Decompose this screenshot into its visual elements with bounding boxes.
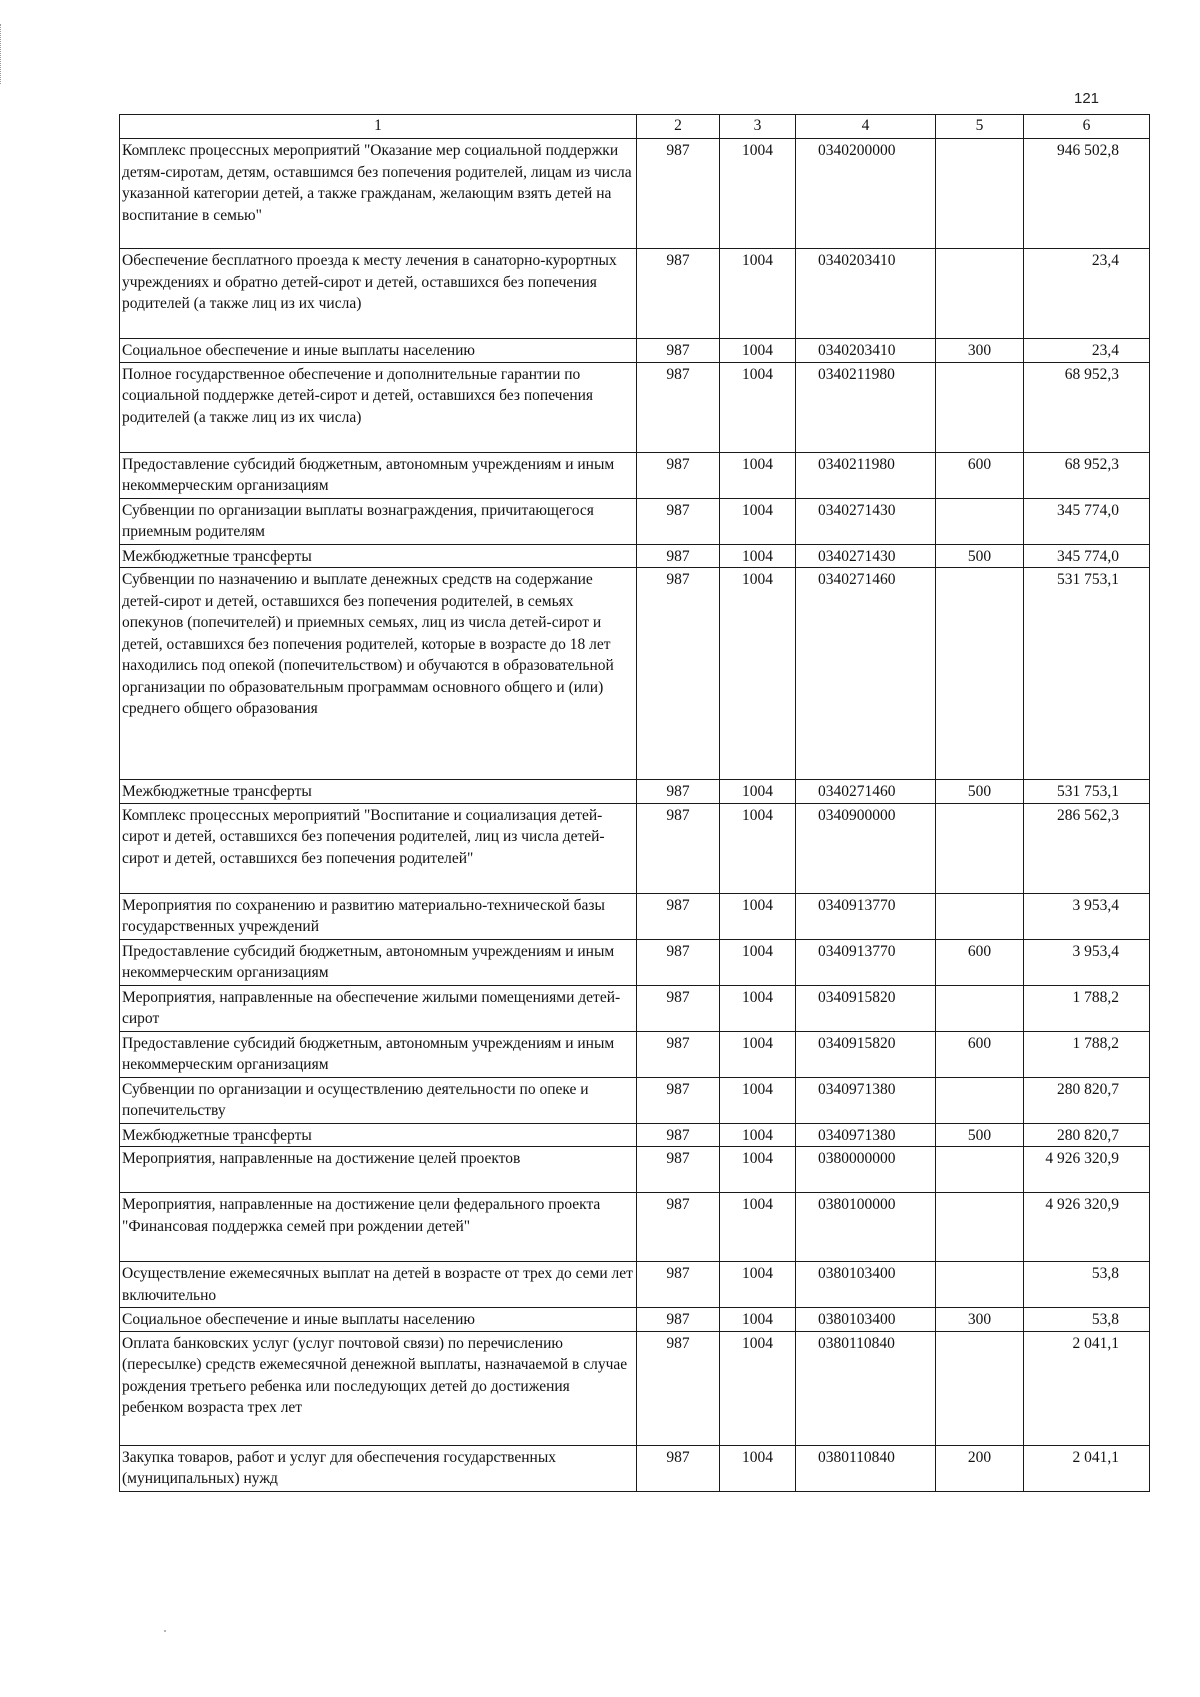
row-target-code: 0340203410 <box>796 249 936 339</box>
row-ministry-code: 987 <box>637 1147 720 1193</box>
row-name: Мероприятия, направленные на достижение цели федерального проекта "Финансовая поддержка семей при рождении детей" <box>120 1193 637 1262</box>
row-target-code: 0340913770 <box>796 893 936 939</box>
row-section-code: 1004 <box>720 1262 796 1308</box>
table-row <box>120 544 1150 568</box>
row-ministry-code: 987 <box>637 939 720 985</box>
table-row <box>120 985 1150 1031</box>
row-ministry-code: 987 <box>637 1445 720 1491</box>
row-section-code: 1004 <box>720 1123 796 1147</box>
row-section-code: 1004 <box>720 803 796 893</box>
row-ministry-code: 987 <box>637 362 720 452</box>
row-ministry-code: 987 <box>637 1077 720 1123</box>
row-amount: 53,8 <box>1024 1308 1150 1332</box>
table-row <box>120 139 1150 249</box>
table-row <box>120 339 1150 363</box>
row-target-code: 0380100000 <box>796 1193 936 1262</box>
row-ministry-code: 987 <box>637 339 720 363</box>
table-row <box>120 893 1150 939</box>
row-section-code: 1004 <box>720 893 796 939</box>
row-section-code: 1004 <box>720 780 796 804</box>
row-target-code: 0380103400 <box>796 1262 936 1308</box>
row-target-code: 0340971380 <box>796 1123 936 1147</box>
row-section-code: 1004 <box>720 1147 796 1193</box>
row-expense-type <box>936 568 1024 780</box>
row-expense-type <box>936 1147 1024 1193</box>
row-expense-type: 600 <box>936 452 1024 498</box>
row-amount: 53,8 <box>1024 1262 1150 1308</box>
row-name: Комплекс процессных мероприятий "Воспитание и социализация детей-сирот и детей, оставшихся без попечения родителей, лиц из числа детей-сирот и детей, оставшихся без попечения родителей" <box>120 803 637 893</box>
row-target-code: 0380000000 <box>796 1147 936 1193</box>
row-amount: 280 820,7 <box>1024 1077 1150 1123</box>
row-target-code: 0340203410 <box>796 339 936 363</box>
row-ministry-code: 987 <box>637 452 720 498</box>
row-expense-type <box>936 139 1024 249</box>
row-name: Мероприятия, направленные на достижение целей проектов <box>120 1147 637 1193</box>
row-ministry-code: 987 <box>637 249 720 339</box>
row-section-code: 1004 <box>720 985 796 1031</box>
header-col-1: 1 <box>120 115 637 139</box>
row-name: Социальное обеспечение и иные выплаты населению <box>120 339 637 363</box>
row-expense-type <box>936 1331 1024 1445</box>
row-expense-type <box>936 249 1024 339</box>
row-ministry-code: 987 <box>637 985 720 1031</box>
page-number: 121 <box>1074 90 1100 107</box>
row-ministry-code: 987 <box>637 498 720 544</box>
row-section-code: 1004 <box>720 362 796 452</box>
row-name: Предоставление субсидий бюджетным, автономным учреждениям и иным некоммерческим организациям <box>120 1031 637 1077</box>
header-row <box>120 115 1150 139</box>
row-ministry-code: 987 <box>637 893 720 939</box>
row-name: Оплата банковских услуг (услуг почтовой связи) по перечислению (пересылке) средств ежемесячной денежной выплаты, назначаемой в случае рождения третьего ребенка или последующих детей до достижения ребенком возраста трех лет <box>120 1331 637 1445</box>
row-amount: 1 788,2 <box>1024 985 1150 1031</box>
table-row <box>120 1445 1150 1491</box>
table-row <box>120 780 1150 804</box>
row-ministry-code: 987 <box>637 1262 720 1308</box>
row-name: Субвенции по назначению и выплате денежных средств на содержание детей-сирот и детей, оставшихся без попечения родителей, в семьях опекунов (попечителей) и приемных семьях, лиц из числа детей-сирот и детей, оставшихся без попечения родителей, которые в возрасте до 18 лет находились под опекой (попечительством) и обучаются в образовательной организации по образовательным программам основного общего и (или) среднего общего образования <box>120 568 637 780</box>
row-section-code: 1004 <box>720 139 796 249</box>
row-ministry-code: 987 <box>637 803 720 893</box>
table-row <box>120 249 1150 339</box>
row-amount: 2 041,1 <box>1024 1331 1150 1445</box>
row-name: Закупка товаров, работ и услуг для обеспечения государственных (муниципальных) нужд <box>120 1445 637 1491</box>
budget-table <box>119 114 1150 1492</box>
table-row <box>120 1123 1150 1147</box>
row-section-code: 1004 <box>720 1445 796 1491</box>
row-name: Мероприятия, направленные на обеспечение жилыми помещениями детей-сирот <box>120 985 637 1031</box>
row-name: Комплекс процессных мероприятий "Оказание мер социальной поддержки детям-сиротам, детям, оставшимся без попечения родителей, лицам из числа указанной категории детей, а также гражданам, желающим взять детей на воспитание в семью" <box>120 139 637 249</box>
table-row <box>120 568 1150 780</box>
row-target-code: 0340271430 <box>796 544 936 568</box>
table-row <box>120 1262 1150 1308</box>
row-section-code: 1004 <box>720 568 796 780</box>
row-target-code: 0340271460 <box>796 568 936 780</box>
row-target-code: 0340915820 <box>796 1031 936 1077</box>
row-name: Предоставление субсидий бюджетным, автономным учреждениям и иным некоммерческим организациям <box>120 939 637 985</box>
table-row <box>120 1147 1150 1193</box>
table-row <box>120 1308 1150 1332</box>
header-col-2: 2 <box>637 115 720 139</box>
header-col-3: 3 <box>720 115 796 139</box>
row-amount: 531 753,1 <box>1024 780 1150 804</box>
row-expense-type <box>936 362 1024 452</box>
row-amount: 946 502,8 <box>1024 139 1150 249</box>
row-target-code: 0340271430 <box>796 498 936 544</box>
row-expense-type <box>936 498 1024 544</box>
row-ministry-code: 987 <box>637 1193 720 1262</box>
table-row <box>120 1031 1150 1077</box>
row-ministry-code: 987 <box>637 544 720 568</box>
row-target-code: 0340211980 <box>796 452 936 498</box>
row-ministry-code: 987 <box>637 1308 720 1332</box>
row-expense-type <box>936 1262 1024 1308</box>
row-section-code: 1004 <box>720 1193 796 1262</box>
row-name: Социальное обеспечение и иные выплаты населению <box>120 1308 637 1332</box>
row-section-code: 1004 <box>720 1331 796 1445</box>
row-target-code: 0340271460 <box>796 780 936 804</box>
row-amount: 3 953,4 <box>1024 893 1150 939</box>
header-col-6: 6 <box>1024 115 1150 139</box>
row-target-code: 0340971380 <box>796 1077 936 1123</box>
table-row <box>120 1077 1150 1123</box>
row-amount: 4 926 320,9 <box>1024 1147 1150 1193</box>
row-target-code: 0340900000 <box>796 803 936 893</box>
row-expense-type <box>936 803 1024 893</box>
row-target-code: 0340211980 <box>796 362 936 452</box>
row-name: Обеспечение бесплатного проезда к месту лечения в санаторно-курортных учреждениях и обратно детей-сирот и детей, оставшихся без попечения родителей (а также лиц из их числа) <box>120 249 637 339</box>
row-name: Субвенции по организации выплаты вознаграждения, причитающегося приемным родителям <box>120 498 637 544</box>
row-section-code: 1004 <box>720 339 796 363</box>
row-target-code: 0380110840 <box>796 1331 936 1445</box>
row-name: Межбюджетные трансферты <box>120 780 637 804</box>
row-amount: 23,4 <box>1024 339 1150 363</box>
row-section-code: 1004 <box>720 249 796 339</box>
row-name: Осуществление ежемесячных выплат на детей в возрасте от трех до семи лет включительно <box>120 1262 637 1308</box>
row-ministry-code: 987 <box>637 780 720 804</box>
scan-speck <box>164 1630 166 1632</box>
row-ministry-code: 987 <box>637 1331 720 1445</box>
row-amount: 2 041,1 <box>1024 1445 1150 1491</box>
row-target-code: 0340915820 <box>796 985 936 1031</box>
row-expense-type: 600 <box>936 1031 1024 1077</box>
row-section-code: 1004 <box>720 1031 796 1077</box>
row-name: Мероприятия по сохранению и развитию материально-технической базы государственных учреждений <box>120 893 637 939</box>
row-amount: 68 952,3 <box>1024 452 1150 498</box>
row-expense-type: 500 <box>936 780 1024 804</box>
row-ministry-code: 987 <box>637 139 720 249</box>
row-name: Межбюджетные трансферты <box>120 1123 637 1147</box>
table-row <box>120 452 1150 498</box>
row-expense-type <box>936 985 1024 1031</box>
row-ministry-code: 987 <box>637 1031 720 1077</box>
table-row <box>120 1331 1150 1445</box>
row-name: Субвенции по организации и осуществлению деятельности по опеке и попечительству <box>120 1077 637 1123</box>
row-ministry-code: 987 <box>637 1123 720 1147</box>
row-target-code: 0340913770 <box>796 939 936 985</box>
row-expense-type: 300 <box>936 1308 1024 1332</box>
row-expense-type: 300 <box>936 339 1024 363</box>
row-expense-type: 500 <box>936 544 1024 568</box>
table-row <box>120 362 1150 452</box>
row-amount: 286 562,3 <box>1024 803 1150 893</box>
row-target-code: 0340200000 <box>796 139 936 249</box>
row-target-code: 0380110840 <box>796 1445 936 1491</box>
row-amount: 345 774,0 <box>1024 498 1150 544</box>
row-section-code: 1004 <box>720 1077 796 1123</box>
row-section-code: 1004 <box>720 544 796 568</box>
row-expense-type <box>936 1193 1024 1262</box>
row-section-code: 1004 <box>720 452 796 498</box>
table-row <box>120 803 1150 893</box>
row-amount: 4 926 320,9 <box>1024 1193 1150 1262</box>
row-expense-type: 200 <box>936 1445 1024 1491</box>
header-col-4: 4 <box>796 115 936 139</box>
row-amount: 531 753,1 <box>1024 568 1150 780</box>
row-amount: 3 953,4 <box>1024 939 1150 985</box>
row-amount: 23,4 <box>1024 249 1150 339</box>
scan-edge-marks <box>0 24 4 84</box>
row-expense-type <box>936 893 1024 939</box>
row-name: Межбюджетные трансферты <box>120 544 637 568</box>
table-row <box>120 939 1150 985</box>
row-ministry-code: 987 <box>637 568 720 780</box>
row-name: Полное государственное обеспечение и дополнительные гарантии по социальной поддержке детей-сирот и детей, оставшихся без попечения родителей (а также лиц из их числа) <box>120 362 637 452</box>
table-row <box>120 498 1150 544</box>
row-amount: 345 774,0 <box>1024 544 1150 568</box>
row-expense-type: 600 <box>936 939 1024 985</box>
table-row <box>120 1193 1150 1262</box>
row-section-code: 1004 <box>720 1308 796 1332</box>
row-section-code: 1004 <box>720 939 796 985</box>
row-target-code: 0380103400 <box>796 1308 936 1332</box>
row-amount: 280 820,7 <box>1024 1123 1150 1147</box>
row-expense-type: 500 <box>936 1123 1024 1147</box>
row-amount: 68 952,3 <box>1024 362 1150 452</box>
row-section-code: 1004 <box>720 498 796 544</box>
row-expense-type <box>936 1077 1024 1123</box>
row-name: Предоставление субсидий бюджетным, автономным учреждениям и иным некоммерческим организациям <box>120 452 637 498</box>
header-col-5: 5 <box>936 115 1024 139</box>
row-amount: 1 788,2 <box>1024 1031 1150 1077</box>
